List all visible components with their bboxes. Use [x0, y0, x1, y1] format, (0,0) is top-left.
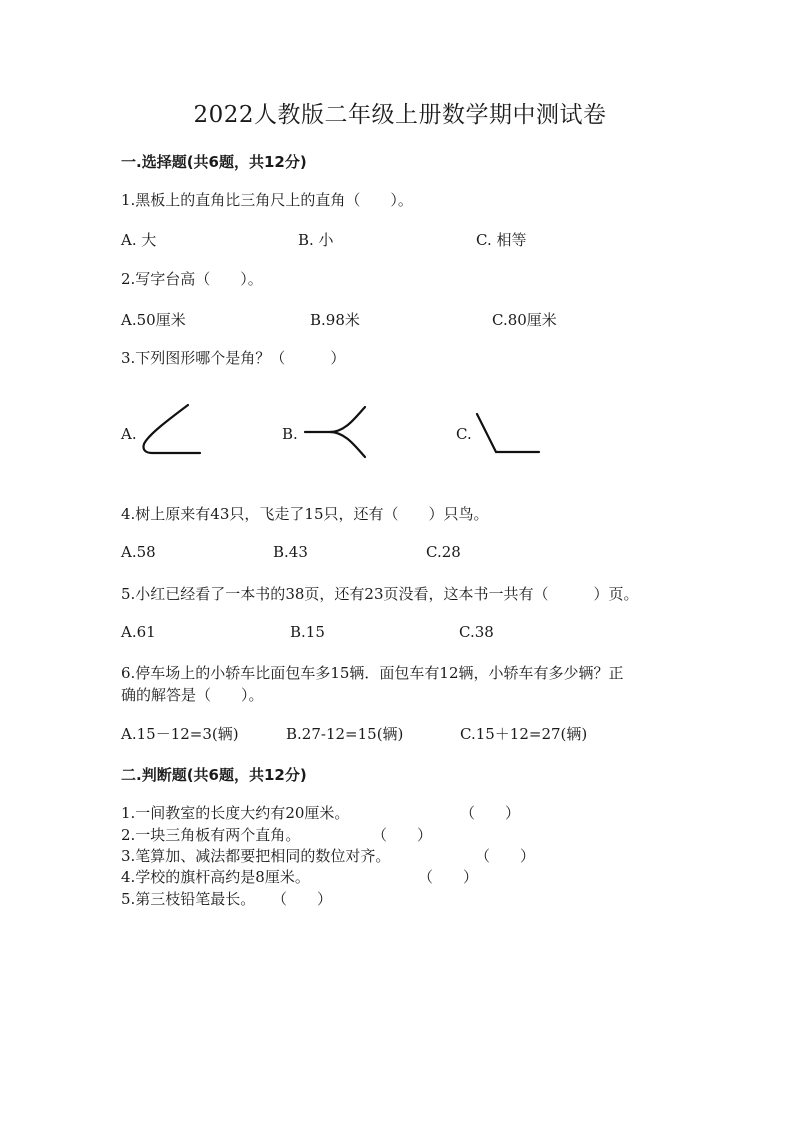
tf-item-4: 4.学校的旗杆高约是8厘米。 — [121, 868, 310, 886]
question-2: 2.写字台高（ ）。 — [121, 270, 263, 288]
section-header-choice: 一.选择题(共6题，共12分) — [121, 153, 307, 171]
tf-item-3-bracket: （ ） — [475, 847, 536, 865]
question-4-option-b: B.43 — [273, 543, 308, 561]
question-6-option-b: B.27-12=15(辆) — [286, 725, 404, 743]
question-5-option-a: A.61 — [121, 623, 156, 641]
question-5-option-c: C.38 — [459, 623, 494, 641]
tf-item-2-bracket: （ ） — [372, 826, 433, 844]
question-1-option-a: A. 大 — [121, 231, 157, 249]
angle-figure-a — [138, 400, 208, 460]
curve-figure-b-upper — [305, 407, 365, 432]
curve-figure-b-lower — [330, 432, 365, 457]
tf-item-5-bracket: （ ） — [272, 890, 333, 908]
question-4: 4.树上原来有43只，飞走了15只，还有（ ）只鸟。 — [121, 505, 489, 523]
question-4-option-a: A.58 — [121, 543, 156, 561]
section-header-true-false: 二.判断题(共6题，共12分) — [121, 766, 307, 784]
question-2-option-b: B.98米 — [310, 311, 360, 329]
question-6-line-2: 确的解答是（ ）。 — [121, 686, 264, 704]
tf-item-1: 1.一间教室的长度大约有20厘米。 — [121, 804, 350, 822]
page-title: 2022人教版二年级上册数学期中测试卷 — [193, 102, 607, 128]
angle-figure-a-path — [143, 405, 200, 453]
question-4-option-c: C.28 — [426, 543, 461, 561]
question-6-option-a: A.15－12=3(辆) — [121, 725, 239, 743]
question-3-label-a: A. — [121, 425, 137, 443]
question-5-option-b: B.15 — [290, 623, 325, 641]
question-3: 3.下列图形哪个是角？（ ） — [121, 349, 346, 367]
question-1: 1.黑板上的直角比三角尺上的直角（ ）。 — [121, 191, 413, 209]
question-5: 5.小红已经看了一本书的38页，还有23页没看，这本书一共有（ ）页。 — [121, 585, 639, 603]
tf-item-5: 5.第三枝铅笔最长。 — [121, 890, 256, 908]
tf-item-2: 2.一块三角板有两个直角。 — [121, 826, 301, 844]
angle-figure-c-path — [477, 414, 539, 452]
tf-item-4-bracket: （ ） — [418, 868, 479, 886]
question-6-line-1: 6.停车场上的小轿车比面包车多15辆．面包车有12辆，小轿车有多少辆？正 — [121, 664, 624, 682]
tf-item-3: 3.笔算加、减法都要把相同的数位对齐。 — [121, 847, 391, 865]
tf-item-1-bracket: （ ） — [460, 804, 521, 822]
question-3-label-c: C. — [456, 425, 472, 443]
question-2-option-c: C.80厘米 — [492, 311, 557, 329]
curve-figure-b — [300, 403, 375, 463]
question-6-option-c: C.15＋12=27(辆) — [460, 725, 588, 743]
question-2-option-a: A.50厘米 — [121, 311, 186, 329]
question-1-option-c: C. 相等 — [476, 231, 527, 249]
question-1-option-b: B. 小 — [298, 231, 334, 249]
angle-figure-c — [472, 410, 547, 460]
question-3-label-b: B. — [282, 425, 298, 443]
